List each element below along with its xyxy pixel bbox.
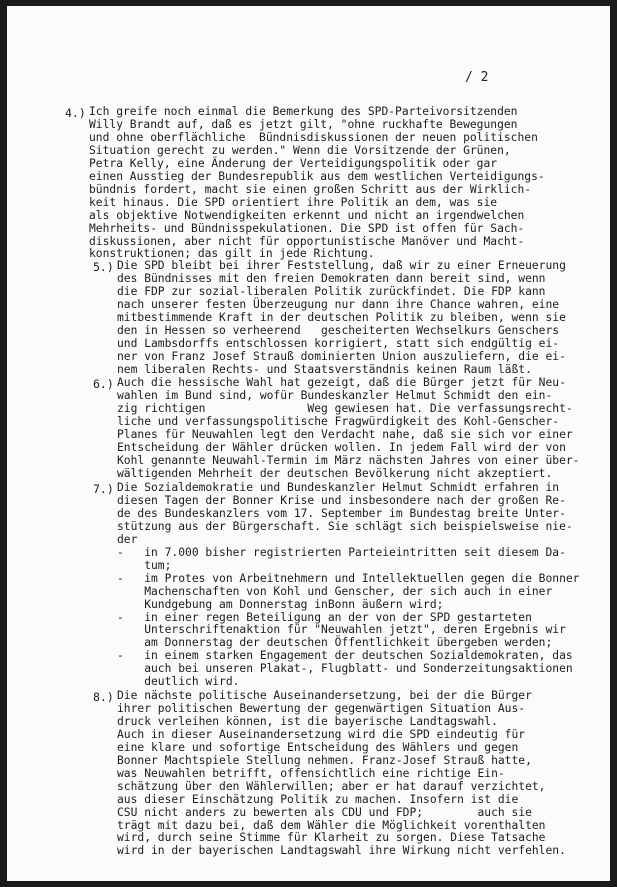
- text-line: am Donnerstag der deutschen Öffentlichkeit übergeben werden;: [117, 636, 553, 650]
- text-line: Unterschriftenaktion für "Neuwahlen jetzt", deren Ergebnis wir: [117, 623, 566, 637]
- text-line: nem liberalen Rechts- und Staatsverständnis keinen Raum läßt.: [117, 362, 532, 376]
- text-line: zig richtigen Weg gewiesen hat. Die verfassungsrecht-: [117, 401, 573, 415]
- text-line: keit hinaus. Die SPD orientiert ihre Politik an dem, was sie: [89, 195, 498, 209]
- text-line: bündnis fordert, macht sie einen großen Schritt aus der Wirklich-: [89, 182, 532, 196]
- paragraph-number: 6.): [93, 377, 114, 391]
- text-line: de des Bundeskanzlers vom 17. September im Bundestag breite Unter-: [117, 506, 566, 520]
- text-line: Auch die hessische Wahl hat gezeigt, daß die Bürger jetzt für Neu-: [117, 376, 566, 389]
- text-line: wird in der bayerischen Landtagswahl ihre Wirkung nicht verfehlen.: [117, 844, 566, 858]
- text-line: aus dieser Einschätzung Politik zu machen. Insofern ist die: [117, 792, 519, 806]
- text-line: und Lambsdorffs entschlossen korrigiert, statt sich endgültig ei-: [117, 336, 560, 350]
- text-line: des Bündnisses mit den freien Demokraten dann bereit sind, wenn: [117, 271, 546, 285]
- text-line: Die SPD bleibt bei ihrer Feststellung, daß wir zu einer Erneuerung: [117, 259, 566, 272]
- text-line: ihrer politischen Bewertung der gegenwärtigen Situation Aus-: [117, 701, 526, 715]
- document-page: [7, 6, 610, 881]
- text-line: Mehrheits- und Bündnisspekulationen. Die SPD ist offen für Sach-: [89, 221, 525, 235]
- text-line: nach unserer festen Überzeugung nur dann ihre Chance wahren, eine: [117, 297, 560, 311]
- text-line: eine klare und sofortige Entscheidung des Wählers und gegen: [117, 740, 519, 754]
- text-line: tum;: [117, 558, 172, 572]
- paragraph-number: 8.): [93, 690, 114, 704]
- text-line: - in 7.000 bisher registrierten Parteieintritten seit diesem Da-: [117, 545, 566, 559]
- text-line: konstruktionen; das gilt in jede Richtung.: [89, 247, 375, 261]
- text-line: stützung aus der Bürgerschaft. Sie schlägt sich beispielsweise nie-: [117, 519, 573, 533]
- text-line: Bonner Machtspiele Stellung nehmen. Franz-Josef Strauß hatte,: [117, 753, 532, 767]
- page-number: / 2: [465, 70, 489, 85]
- text-line: die FDP zur sozial-liberalen Politik zurückfindet. Die FDP kann: [117, 284, 546, 298]
- text-line: der: [117, 532, 138, 546]
- text-line: Situation gerecht zu werden." Wenn die Vorsitzende der Grünen,: [89, 143, 511, 157]
- text-line: diesen Tagen der Bonner Krise und insbesondere nach der großen Re-: [117, 493, 566, 507]
- text-line: wältigenden Mehrheit der deutschen Bevölkerung nicht akzeptiert.: [117, 466, 553, 480]
- text-line: deutlich wird.: [117, 675, 240, 689]
- text-line: Planes für Neuwahlen legt den Verdacht nahe, daß sie sich vor einer: [117, 427, 573, 441]
- text-line: auch bei unseren Plakat-, Flugblatt- und Sonderzeitungsaktionen: [117, 662, 573, 676]
- text-line: und ohne oberflächliche Bündnisdiskussionen der neuen politischen: [89, 130, 538, 144]
- text-line: wird, durch seine Stimme für Klarheit zu sorgen. Diese Tatsache: [117, 831, 546, 845]
- text-line: mitbestimmende Kraft in der deutschen Politik zu bleiben, wenn sie: [117, 310, 566, 324]
- text-line: CSU nicht anders zu bewerten als CDU und FDP; auch sie: [117, 805, 532, 819]
- text-line: Machenschaften von Kohl und Genscher, der sich auch in einer: [117, 584, 553, 598]
- text-line: druck verleihen können, ist die bayerische Landtagswahl.: [117, 714, 498, 728]
- text-line: - in einer regen Beteiligung an der von der SPD gestarteten: [117, 610, 532, 624]
- text-line: - im Protes von Arbeitnehmern und Intellektuellen gegen die Bonner: [117, 571, 580, 585]
- text-line: Die Sozialdemokratie und Bundeskanzler Helmut Schmidt erfahren in: [117, 481, 560, 494]
- text-line: Ich greife noch einmal die Bemerkung des SPD-Parteivorsitzenden: [89, 105, 518, 118]
- text-line: Petra Kelly, eine Änderung der Verteidigungspolitik oder gar: [89, 156, 498, 170]
- text-line: einen Ausstieg der Bundesrepublik aus dem westlichen Verteidigungs-: [89, 169, 545, 183]
- text-line: Entscheidung der Wähler drücken wollen. In jedem Fall wird der von: [117, 440, 566, 454]
- text-line: was Neuwahlen betrifft, offensichtlich eine richtige Ein-: [117, 766, 505, 780]
- paragraph-number: 5.): [93, 260, 114, 274]
- text-line: als objektive Notwendigkeiten erkennt und nicht an irgendwelchen: [89, 208, 525, 222]
- text-line: Willy Brandt auf, daß es jetzt gilt, "ohne ruckhafte Bewegungen: [89, 117, 518, 131]
- text-line: wahlen im Bund sind, wofür Bundeskanzler Helmut Schmidt den ein-: [117, 388, 553, 402]
- text-line: diskussionen, aber nicht für opportunistische Manöver und Macht-: [89, 234, 525, 248]
- paragraph-number: 4.): [65, 106, 86, 120]
- text-line: - in einem starken Engagement der deutschen Sozialdemokraten, das: [117, 649, 573, 663]
- text-line: trägt mit dazu bei, daß dem Wähler die Möglichkeit vorenthalten: [117, 818, 546, 832]
- text-line: liche und verfassungspolitische Fragwürdigkeit des Kohl-Genscher-: [117, 414, 560, 428]
- text-line: den in Hessen so verheerend gescheiterten Wechselkurs Genschers: [117, 323, 560, 337]
- text-line: Kohl genannte Neuwahl-Termin im März nächsten Jahres von einer über-: [117, 453, 580, 467]
- text-line: Auch in dieser Auseinandersetzung wird die SPD eindeutig für: [117, 727, 526, 741]
- text-line: Kundgebung am Donnerstag inBonn äußern wird;: [117, 597, 444, 611]
- paragraph-number: 7.): [93, 482, 114, 496]
- text-line: Die nächste politische Auseinandersetzung, bei der die Bürger: [117, 689, 532, 702]
- text-line: ner von Franz Josef Strauß dominierten Union auszuliefern, die ei-: [117, 349, 566, 363]
- text-line: schätzung über den Wählerwillen; aber er hat darauf verzichtet,: [117, 779, 546, 793]
